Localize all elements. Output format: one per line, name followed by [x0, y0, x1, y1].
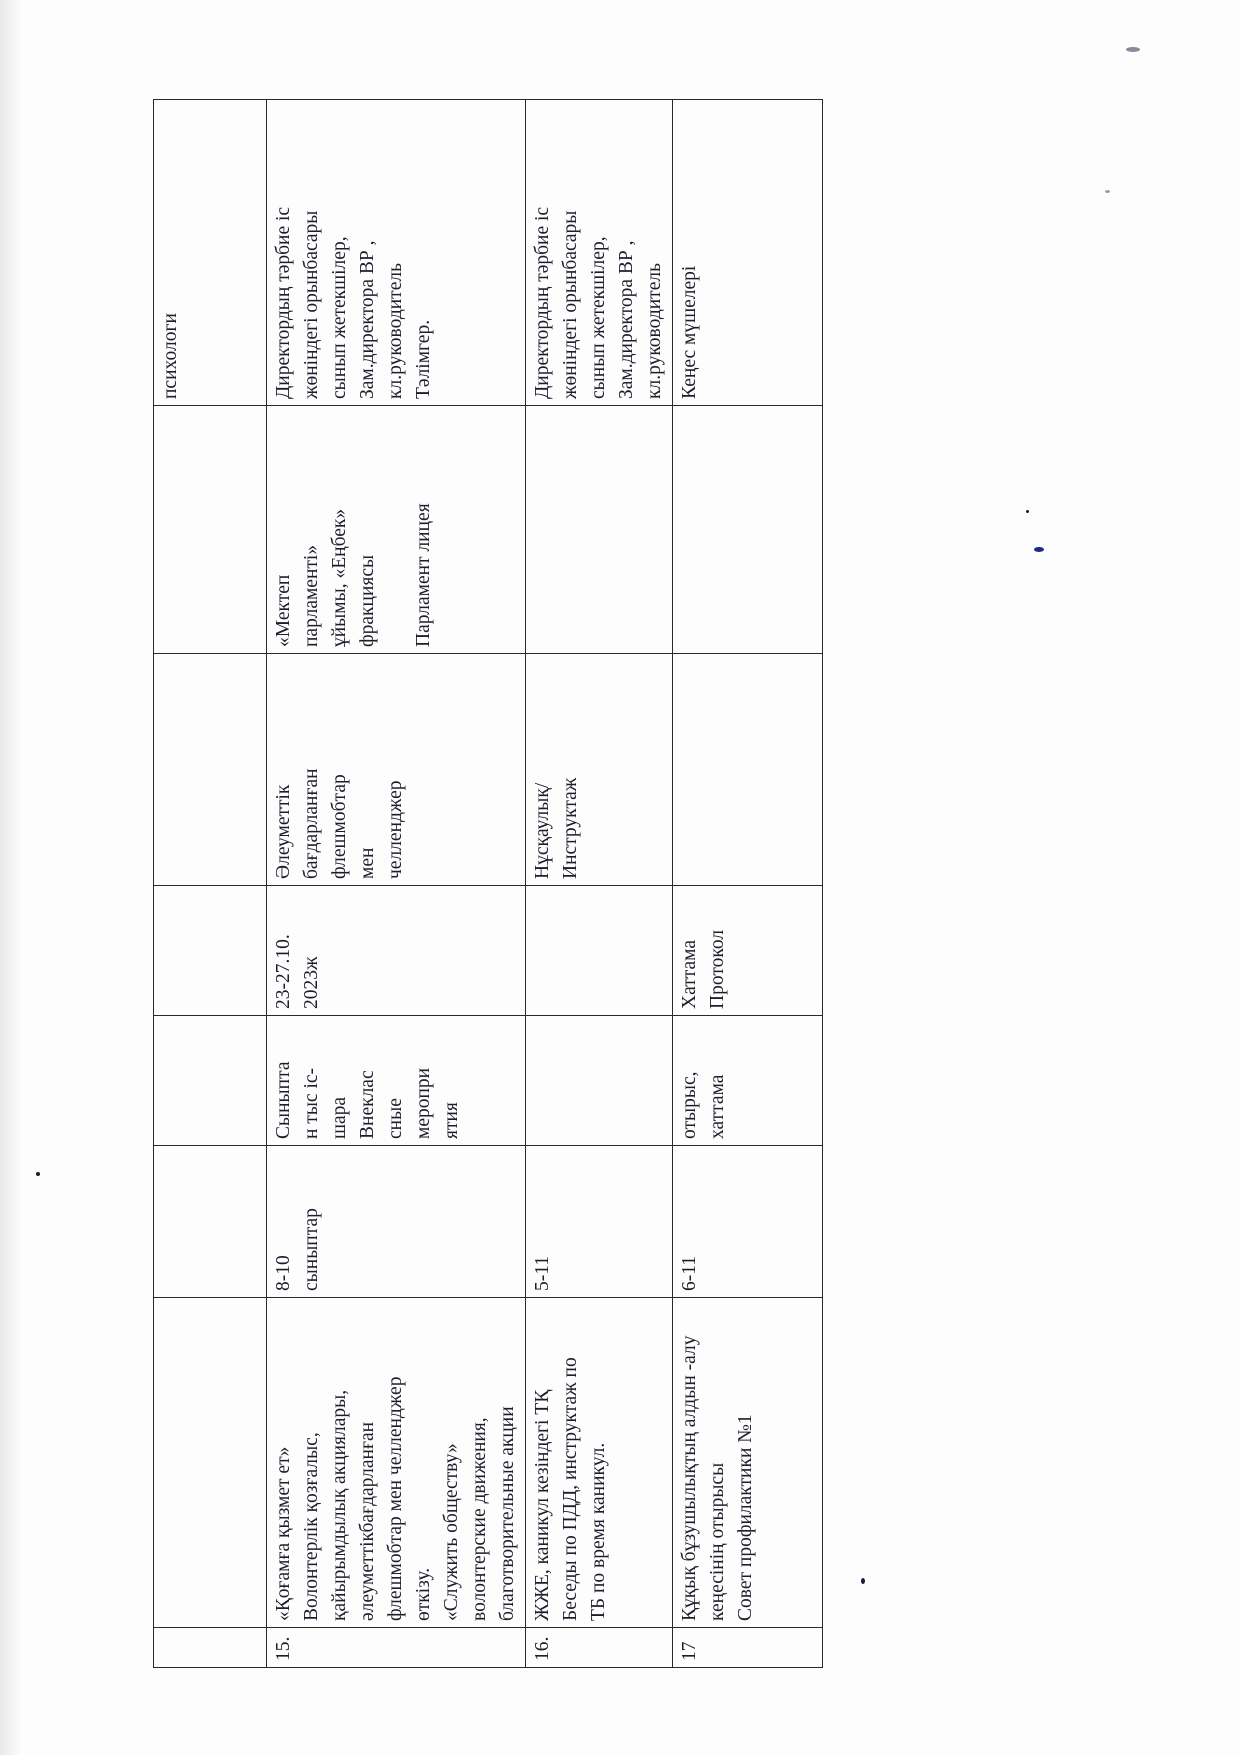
cell-title	[267, 1298, 526, 1628]
cell-line: меропри	[413, 1067, 434, 1139]
cell-line: фракциясы	[357, 554, 378, 647]
cell-classes	[673, 1146, 823, 1298]
cell-line: благотворительные акции	[497, 1406, 518, 1621]
cell-line: Беседы по ПДД, инструктаж по	[560, 1357, 581, 1621]
cell-line: Инструктаж	[560, 777, 581, 879]
cell-line: Кеңес мүшелері	[679, 265, 700, 399]
cell-line: Хаттама	[679, 939, 700, 1009]
scan-speck	[861, 1578, 865, 1584]
cell-title	[526, 1298, 673, 1628]
cell-num: 15.	[267, 1628, 526, 1668]
cell-line: 6-11	[679, 1255, 700, 1291]
cell-responsible	[673, 100, 823, 406]
cell-type	[673, 654, 823, 886]
cell-line: қайырымдылық акциялары,	[329, 1389, 350, 1621]
cell-type	[154, 654, 267, 886]
cell-num: 16.	[526, 1628, 673, 1668]
cell-line: бағдарланған	[301, 768, 322, 879]
cell-line: Нұсқаулық/	[532, 782, 553, 879]
cell-participants	[154, 406, 267, 654]
cell-line: 2023ж	[301, 956, 322, 1009]
plan-table-rotated	[153, 100, 823, 1668]
cell-line: «Служить обществу»	[441, 1443, 462, 1621]
cell-line: волонтерские движения,	[469, 1417, 490, 1621]
cell-line: флешмобтар	[329, 774, 350, 879]
cell-classes	[526, 1146, 673, 1298]
cell-date	[526, 886, 673, 1016]
cell-form	[526, 1016, 673, 1146]
cell-line: сынып жетекшілер,	[588, 236, 609, 399]
cell-line: кеңесінің отырысы	[707, 1462, 728, 1621]
cell-line: сынып жетекшілер,	[329, 236, 350, 399]
cell-responsible	[154, 100, 267, 406]
cell-responsible	[526, 100, 673, 406]
cell-type	[267, 654, 526, 886]
cell-line: ЖЖЕ, каникул кезіндегі ТҚ	[532, 1389, 553, 1621]
cell-form	[673, 1016, 823, 1146]
cell-line: өткізу.	[413, 1567, 434, 1621]
cell-classes	[267, 1146, 526, 1298]
cell-line: н тыс іс-	[301, 1067, 322, 1139]
cell-date	[267, 886, 526, 1016]
cell-num	[154, 1628, 267, 1668]
cell-line: шара	[329, 1096, 350, 1139]
scan-speck	[1126, 47, 1140, 52]
cell-line	[382, 412, 410, 647]
cell-line: отырыс,	[679, 1071, 700, 1139]
cell-title	[154, 1298, 267, 1628]
cell-form	[267, 1016, 526, 1146]
cell-line: Внеклас	[357, 1070, 378, 1139]
cell-line: кл.руководитель	[644, 263, 665, 399]
cell-line: сные	[385, 1098, 406, 1139]
cell-line: хаттама	[707, 1074, 728, 1139]
scan-speck	[1034, 547, 1044, 552]
cell-line: ятия	[441, 1102, 462, 1139]
cell-line: Тәлімгер.	[413, 319, 434, 399]
cell-line: Директордың тәрбие іс	[532, 206, 553, 399]
cell-title	[673, 1298, 823, 1628]
table-row	[267, 100, 526, 1668]
scan-speck	[36, 1172, 40, 1176]
cell-classes	[154, 1146, 267, 1298]
cell-participants	[526, 406, 673, 654]
cell-line: «Қоғамға қызмет ет»	[273, 1446, 294, 1621]
cell-line: Зам.директора ВР ,	[357, 240, 378, 399]
scan-speck	[1026, 510, 1029, 513]
cell-line: «Мектеп	[273, 574, 294, 647]
cell-responsible	[267, 100, 526, 406]
cell-line: кл.руководитель	[385, 263, 406, 399]
cell-date	[673, 886, 823, 1016]
table-row	[526, 100, 673, 1668]
cell-date	[154, 886, 267, 1016]
cell-line: Волонтерлік қозғалыс,	[301, 1432, 322, 1621]
cell-line: жөніндегі орынбасары	[560, 210, 581, 399]
scan-edge-shadow	[0, 0, 22, 1755]
cell-line: жөніндегі орынбасары	[301, 210, 322, 399]
cell-type	[526, 654, 673, 886]
cell-participants	[267, 406, 526, 654]
cell-num: 17	[673, 1628, 823, 1668]
cell-line: Әлеуметтік	[273, 784, 294, 879]
responsible-text: психологи	[160, 313, 181, 399]
plan-table	[153, 99, 823, 1668]
scan-speck	[1105, 190, 1110, 193]
cell-form	[154, 1016, 267, 1146]
cell-line: парламенті»	[301, 544, 322, 647]
cell-line: ТБ по время каникул.	[588, 1442, 609, 1621]
cell-line: Директордың тәрбие іс	[273, 206, 294, 399]
table-row	[673, 100, 823, 1668]
cell-line: Протокол	[707, 929, 728, 1009]
cell-line: Құқық бұзушылықтың алдын -алу	[679, 1335, 700, 1621]
cell-line: 5-11	[532, 1255, 553, 1291]
cell-line: 23-27.10.	[273, 934, 294, 1009]
cell-line: әлеуметтікбағдарланған	[357, 1421, 378, 1621]
cell-line: Совет профилактики №1	[735, 1414, 756, 1621]
cell-line: мен	[357, 847, 378, 879]
cell-participants	[673, 406, 823, 654]
cell-line: Зам.директора ВР ,	[616, 240, 637, 399]
cell-line: Парламент лицея	[413, 503, 434, 647]
cell-line: ұйымы, «Еңбек»	[329, 508, 350, 647]
cell-line: сыныптар	[301, 1208, 322, 1291]
cell-line: флешмобтар мен челленджер	[385, 1376, 406, 1621]
cell-line: Сыныпта	[273, 1061, 294, 1139]
cell-line: челленджер	[385, 780, 406, 879]
cell-line: 8-10	[273, 1255, 294, 1291]
table-row-header-continuation	[154, 100, 267, 1668]
